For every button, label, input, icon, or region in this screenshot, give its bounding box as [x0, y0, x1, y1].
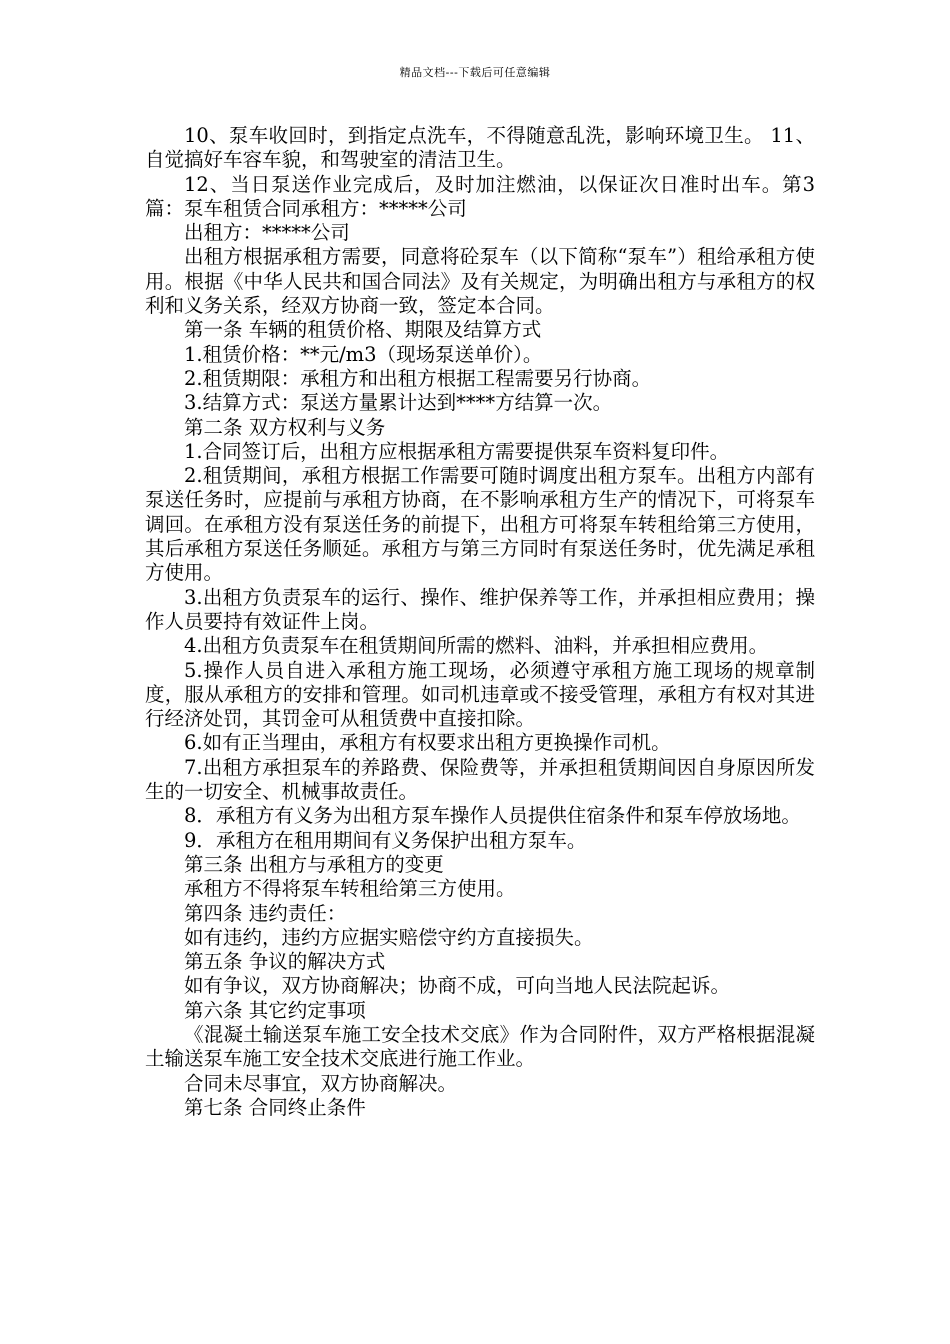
paragraph: 6.如有正当理由，承租方有权要求出租方更换操作司机。 [184, 731, 671, 755]
section-heading: 第二条 双方权利与义务 [184, 415, 386, 439]
section-heading: 第五条 争议的解决方式 [184, 950, 386, 974]
paragraph: 1.租赁价格：**元/m3（现场泵送单价）。 [184, 342, 543, 366]
section-heading: 第三条 出租方与承租方的变更 [184, 852, 444, 876]
page-header: 精品文档---下载后可任意编辑 [399, 66, 551, 79]
paragraph: 2.租赁期间，承租方根据工作需要可随时调度出租方泵车。出租方内部有泵送任务时，应提前与承租方协商，在不影响承租方生产的情况下，可将泵车调回。在承租方没有泵送任务的前提下，出租方可将泵车转租给第三方使用，其后承租方泵送任务顺延。承租方与第三方同时有泵送任务时，优先满足承租方使用。 [145, 464, 815, 585]
paragraph: 2.租赁期限：承租方和出租方根据工程需要另行协商。 [184, 366, 652, 390]
paragraph: 承租方不得将泵车转租给第三方使用。 [184, 877, 516, 901]
section-heading: 第六条 其它约定事项 [184, 998, 366, 1022]
paragraph: 如有违约，违约方应据实赔偿守约方直接损失。 [184, 925, 594, 949]
paragraph: 8．承租方有义务为出租方泵车操作人员提供住宿条件和泵车停放场地。 [184, 804, 801, 828]
paragraph: 10、泵车收回时，到指定点洗车，不得随意乱洗，影响环境卫生。 11、自觉搞好车容车貌，和驾驶室的清洁卫生。 [145, 124, 815, 172]
section-heading: 第一条 车辆的租赁价格、期限及结算方式 [184, 318, 542, 342]
paragraph: 出租方根据承租方需要，同意将砼泵车（以下简称“泵车”）租给承租方使用。根据《中华人民共和国合同法》及有关规定，为明确出租方与承租方的权利和义务关系，经双方协商一致，签定本合同。 [145, 245, 815, 318]
paragraph: 《混凝土输送泵车施工安全技术交底》作为合同附件，双方严格根据混凝土输送泵车施工安全技术交底进行施工作业。 [145, 1022, 815, 1071]
paragraph: 3.结算方式：泵送方量累计达到****方结算一次。 [184, 391, 613, 415]
paragraph: 9．承租方在租用期间有义务保护出租方泵车。 [184, 828, 587, 852]
paragraph: 7.出租方承担泵车的养路费、保险费等，并承担租赁期间因自身原因所发生的一切安全、机械事故责任。 [145, 755, 815, 804]
paragraph: 5.操作人员自进入承租方施工现场，必须遵守承租方施工现场的规章制度，服从承租方的安排和管理。如司机违章或不接受管理，承租方有权对其进行经济处罚，其罚金可从租赁费中直接扣除。 [145, 658, 815, 731]
paragraph: 1.合同签订后，出租方应根据承租方需要提供泵车资料复印件。 [184, 439, 730, 463]
paragraph: 4.出租方负责泵车在租赁期间所需的燃料、油料，并承担相应费用。 [184, 634, 769, 658]
section-heading: 第七条 合同终止条件 [184, 1095, 366, 1119]
section-heading: 第四条 违约责任： [184, 901, 347, 925]
document-body [145, 124, 815, 1120]
paragraph: 出租方：*****公司 [184, 221, 350, 245]
paragraph: 合同未尽事宜，双方协商解决。 [184, 1071, 458, 1095]
paragraph: 3.出租方负责泵车的运行、操作、维护保养等工作，并承担相应费用；操作人员要持有效证件上岗。 [145, 585, 815, 633]
paragraph: 如有争议，双方协商解决；协商不成，可向当地人民法院起诉。 [184, 974, 731, 998]
paragraph: 12、当日泵送作业完成后，及时加注燃油，以保证次日准时出车。第3篇：泵车租赁合同承租方：*****公司 [145, 172, 815, 220]
